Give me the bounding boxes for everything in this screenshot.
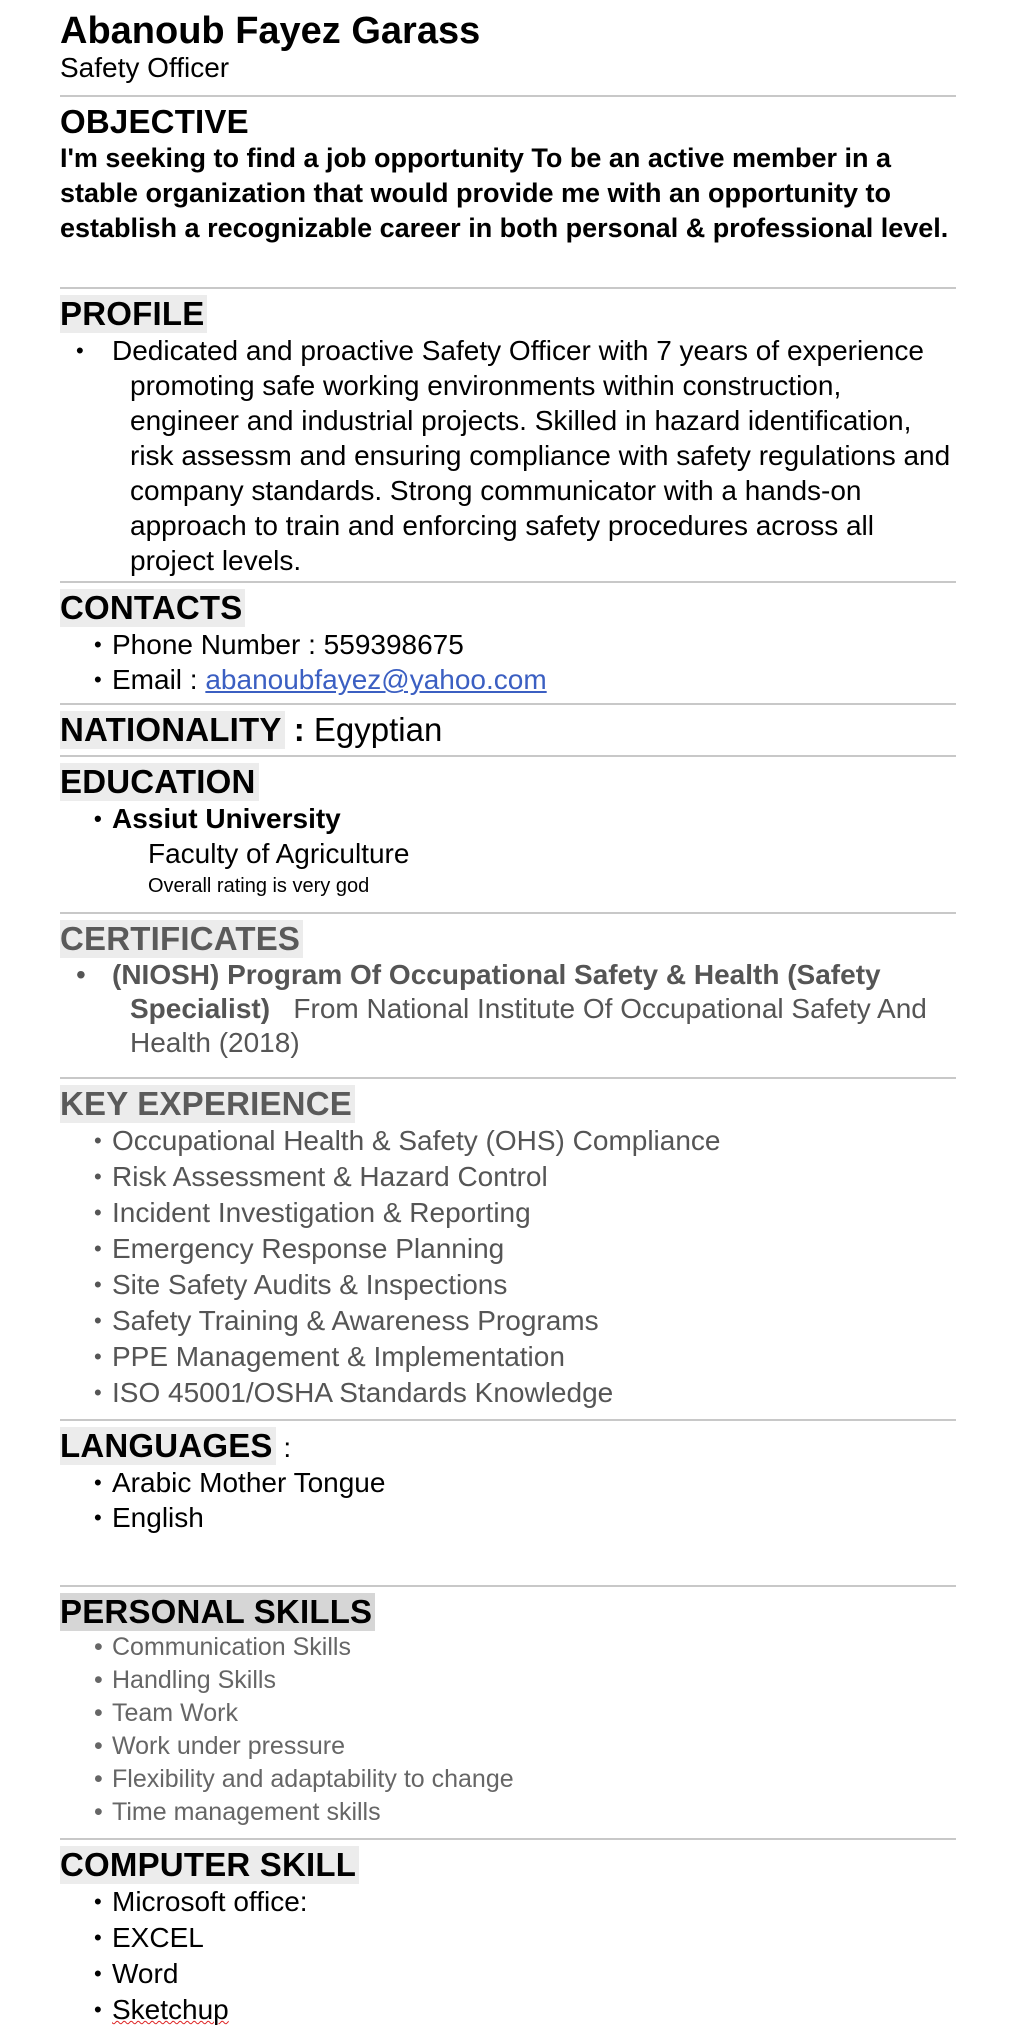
personal-skills-heading: PERSONAL SKILLS: [60, 1593, 375, 1631]
divider: [60, 703, 956, 705]
list-item: • Arabic Mother Tongue: [60, 1465, 956, 1500]
contacts-heading: CONTACTS: [60, 589, 245, 627]
key-experience-heading: KEY EXPERIENCE: [60, 1085, 355, 1123]
list-item: [60, 1992, 956, 2028]
job-title: Safety Officer: [60, 52, 230, 83]
list-item: • Flexibility and adaptability to change: [60, 1763, 956, 1796]
list-item: • English: [60, 1500, 956, 1535]
list-item: • Incident Investigation & Reporting: [60, 1195, 956, 1231]
divider: [60, 581, 956, 583]
divider: [60, 912, 956, 914]
objective-section: [60, 103, 956, 246]
contacts-list: [60, 627, 956, 697]
profile-summary: • Dedicated and proactive Safety Officer with 7 years of experience promoting safe working environments within construction, engineer and industrial projects. Skilled in hazard identification, risk assessm and ensuring compliance with safety regulations and company standards. Strong communicator with a hands-on approach to train and enforcing safety procedures across all project levels.: [60, 333, 956, 578]
certificate-title: (NIOSH) Program Of Occupational Safety & Health (Safety Specialist): [112, 959, 881, 1024]
education-list: [60, 801, 956, 836]
divider: [60, 287, 956, 289]
list-item: • PPE Management & Implementation: [60, 1339, 956, 1375]
email-label: Email :: [112, 664, 206, 695]
list-item: • Handling Skills: [60, 1664, 956, 1697]
person-name: Abanoub Fayez Garass: [60, 10, 481, 52]
list-item: • ISO 45001/OSHA Standards Knowledge: [60, 1375, 956, 1411]
languages-suffix: :: [275, 1432, 292, 1463]
education-heading: EDUCATION: [60, 763, 259, 801]
profile-heading: PROFILE: [60, 295, 207, 333]
languages-section: [60, 1427, 956, 1535]
divider: [60, 755, 956, 757]
email-link[interactable]: abanoubfayez@yahoo.com: [205, 664, 547, 695]
education-rating: Overall rating is very god: [148, 875, 370, 897]
list-item: • Risk Assessment & Hazard Control: [60, 1159, 956, 1195]
personal-skills-list: [60, 1631, 956, 1829]
divider: [60, 95, 956, 97]
divider: [60, 1419, 956, 1421]
list-item: • Site Safety Audits & Inspections: [60, 1267, 956, 1303]
objective-heading: OBJECTIVE: [60, 103, 249, 140]
header: [60, 10, 956, 84]
list-item: • Communication Skills: [60, 1631, 956, 1664]
objective-text: I'm seeking to find a job opportunity To be an active member in a stable organization that would provide me with an opportunity to establish a recognizable career in both personal & professional level.: [60, 143, 949, 243]
computer-skill-list: [60, 1884, 956, 2028]
key-experience-list: [60, 1123, 956, 1411]
email-item: [60, 662, 956, 697]
certificate-item: [60, 958, 956, 1060]
nationality-label: NATIONALITY: [60, 711, 285, 749]
list-item: • EXCEL: [60, 1920, 956, 1956]
divider: [60, 1585, 956, 1587]
divider: [60, 1838, 956, 1840]
key-experience-section: [60, 1085, 956, 1411]
profile-section: [60, 295, 956, 578]
computer-skill-heading: COMPUTER SKILL: [60, 1846, 359, 1884]
education-section: [60, 763, 956, 900]
spellcheck-word: Sketchup: [112, 1994, 229, 2025]
divider: [60, 1077, 956, 1079]
list-item: • Occupational Health & Safety (OHS) Compliance: [60, 1123, 956, 1159]
languages-heading: LANGUAGES: [60, 1427, 276, 1465]
list-item: • Team Work: [60, 1697, 956, 1730]
certificates-list: [60, 958, 956, 1060]
nationality-value: Egyptian: [313, 711, 443, 748]
profile-list: [60, 333, 956, 578]
certificates-heading: CERTIFICATES: [60, 920, 303, 958]
computer-skill-section: [60, 1846, 956, 2028]
certificates-section: [60, 920, 956, 1060]
nationality-separator: :: [284, 711, 314, 748]
list-item: • Microsoft office:: [60, 1884, 956, 1920]
faculty-name: Faculty of Agriculture: [148, 838, 410, 869]
personal-skills-section: [60, 1593, 956, 1829]
list-item: • Word: [60, 1956, 956, 1992]
certificate-detail: From National Institute Of Occupational Safety And Health (2018): [130, 993, 927, 1058]
contacts-section: [60, 589, 956, 697]
languages-list: [60, 1465, 956, 1535]
list-item: • Emergency Response Planning: [60, 1231, 956, 1267]
list-item: • Time management skills: [60, 1796, 956, 1829]
phone-number: • Phone Number : 559398675: [60, 627, 956, 662]
list-item: • Work under pressure: [60, 1730, 956, 1763]
list-item: • Safety Training & Awareness Programs: [60, 1303, 956, 1339]
university-name: • Assiut University: [60, 801, 956, 836]
nationality-section: [60, 711, 956, 749]
